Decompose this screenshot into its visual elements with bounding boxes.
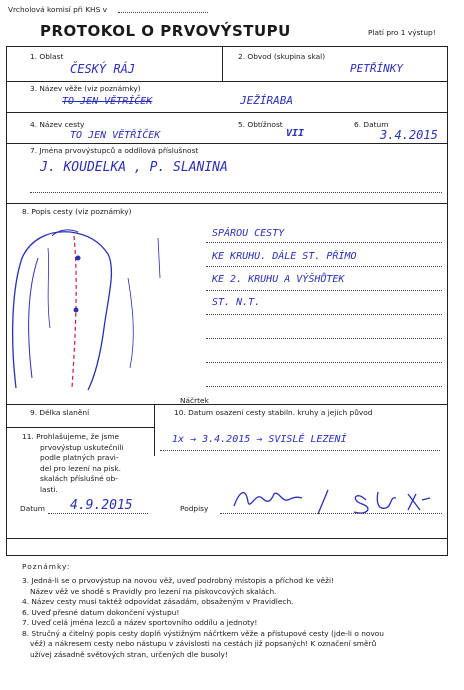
popis-text bbox=[212, 222, 357, 314]
note-item: užívej zásadně světových stran, určených dle busoly! bbox=[30, 649, 228, 659]
divider bbox=[7, 112, 448, 113]
prohlaseni-line: 11. Prohlašujeme, že jsme bbox=[22, 432, 120, 441]
divider bbox=[206, 314, 442, 315]
cesta-value: TO JEN VĚTŘÍČEK bbox=[70, 130, 161, 141]
datum2-label: Datum bbox=[20, 504, 46, 513]
divider bbox=[220, 513, 442, 514]
divider bbox=[206, 338, 442, 339]
prohlaseni-line: lasti. bbox=[40, 484, 58, 494]
note-item: 4. Název cesty musí taktéž odpovídat zásadám, obsaženým v Pravidlech. bbox=[22, 597, 294, 606]
oblast-value: ČESKÝ RÁJ bbox=[70, 62, 136, 76]
popis-line: KE KRUHU. DÁLE ST. PŘÍMO bbox=[212, 251, 357, 262]
datum-label: 6. Datum bbox=[354, 120, 389, 129]
divider bbox=[7, 538, 448, 539]
prohlaseni-line: podle platných pravi- bbox=[40, 453, 119, 462]
org-label: Vrcholová komisí při KHS v bbox=[8, 5, 108, 14]
divider bbox=[160, 450, 440, 451]
note-item: Název věž ve shodě s Pravidly pro lezení na pískovcových skalách. bbox=[30, 586, 277, 596]
note-item: 6. Uveď přesné datum dokončení výstupu! bbox=[22, 607, 180, 617]
ring-marker bbox=[76, 256, 81, 261]
oblast-label: 1. Oblast bbox=[30, 52, 64, 61]
vez-crossed-value: TO JEN VĚTRÍČEK bbox=[62, 96, 153, 107]
jmena-value: J. KOUDELKA , P. SLANINA bbox=[40, 160, 228, 175]
divider bbox=[7, 404, 448, 405]
divider bbox=[7, 81, 448, 82]
podpisy-label: Podpisy bbox=[180, 504, 209, 513]
divider bbox=[7, 427, 155, 428]
cesta-label: 4. Název cesty bbox=[30, 120, 85, 129]
signature-separator bbox=[318, 490, 328, 514]
tower-detail bbox=[128, 278, 133, 368]
prohlaseni bbox=[22, 432, 154, 495]
signature-slanina bbox=[354, 492, 430, 513]
ring-marker bbox=[74, 308, 79, 313]
tower-outline bbox=[13, 232, 112, 390]
page-title: PROTOKOL O PRVOVÝSTUPU bbox=[40, 22, 291, 40]
divider bbox=[7, 143, 448, 144]
obtiznost-label: 5. Obtížnost bbox=[238, 120, 283, 129]
signature-koudelka bbox=[234, 493, 302, 506]
tower-detail bbox=[158, 238, 160, 278]
org-blank bbox=[118, 12, 208, 13]
obvod-value: PETŘÍNKY bbox=[350, 62, 403, 75]
slaneni-label: 9. Délka slanění bbox=[30, 408, 90, 417]
prohlaseni-line: skalách příslušné ob- bbox=[40, 474, 118, 483]
note-item: 7. Uveď celá jména lezců a název sportovního oddílu a jednoty! bbox=[22, 618, 258, 627]
datum2-value: 4.9.2015 bbox=[70, 498, 133, 513]
divider bbox=[48, 513, 148, 514]
notes-list bbox=[22, 576, 452, 660]
divider bbox=[30, 192, 442, 193]
divider bbox=[206, 266, 442, 267]
tower-detail bbox=[29, 258, 38, 378]
nacrtek-label: Náčrtek bbox=[180, 396, 209, 405]
popis-line: KE 2. KRUHU A VÝŠHŮTEK bbox=[212, 274, 345, 285]
vez-label: 3. Název věže (viz poznámky) bbox=[30, 84, 141, 93]
popis-line: SPÁROU CESTY bbox=[212, 228, 285, 239]
kruhy-label: 10. Datum osazení cesty stabiln. kruhy a jejich původ bbox=[174, 408, 373, 417]
note-item: 3. Jedná-li se o prvovýstup na novou věž, uveď podrobný místopis a příchod ke věži! bbox=[22, 576, 335, 585]
divider bbox=[206, 290, 442, 291]
prohlaseni-line: del pro lezení na pisk. bbox=[40, 463, 121, 473]
vez-value: JEŽÍRABA bbox=[240, 94, 293, 107]
divider bbox=[206, 386, 442, 387]
route-sketch bbox=[8, 218, 198, 398]
note-item: 8. Stručný a čitelný popis cesty doplň výstižným náčrtkem věže a přístupové cesty (jde-li o novou bbox=[22, 628, 384, 638]
popis-line: ST. N.T. bbox=[212, 297, 261, 308]
divider bbox=[154, 404, 155, 456]
divider bbox=[222, 47, 223, 81]
prohlaseni-line: prvovýstup uskutečnili bbox=[40, 442, 124, 452]
datum-value: 3.4.2015 bbox=[380, 128, 438, 142]
divider bbox=[206, 362, 442, 363]
obvod-label: 2. Obvod (skupina skal) bbox=[238, 52, 326, 61]
jmena-label: 7. Jména prvovýstupců a oddílová příslušnost bbox=[30, 146, 199, 155]
popis-label: 8. Popis cesty (viz poznámky) bbox=[22, 207, 132, 216]
divider bbox=[7, 203, 448, 204]
valid-note: Platí pro 1 výstup! bbox=[368, 28, 436, 37]
kruhy-value: 1x → 3.4.2015 → SVISLÉ LEZENÍ bbox=[172, 434, 347, 445]
note-item: věž) a nákresem cesty nebo nástupu v závislosti na cestách již popsaných! K označení směrů bbox=[30, 639, 377, 648]
obtiznost-value: VII bbox=[286, 128, 305, 139]
signatures bbox=[226, 480, 446, 520]
notes-title: Poznámky: bbox=[22, 562, 71, 571]
tower-detail bbox=[48, 248, 50, 328]
divider bbox=[206, 242, 442, 243]
